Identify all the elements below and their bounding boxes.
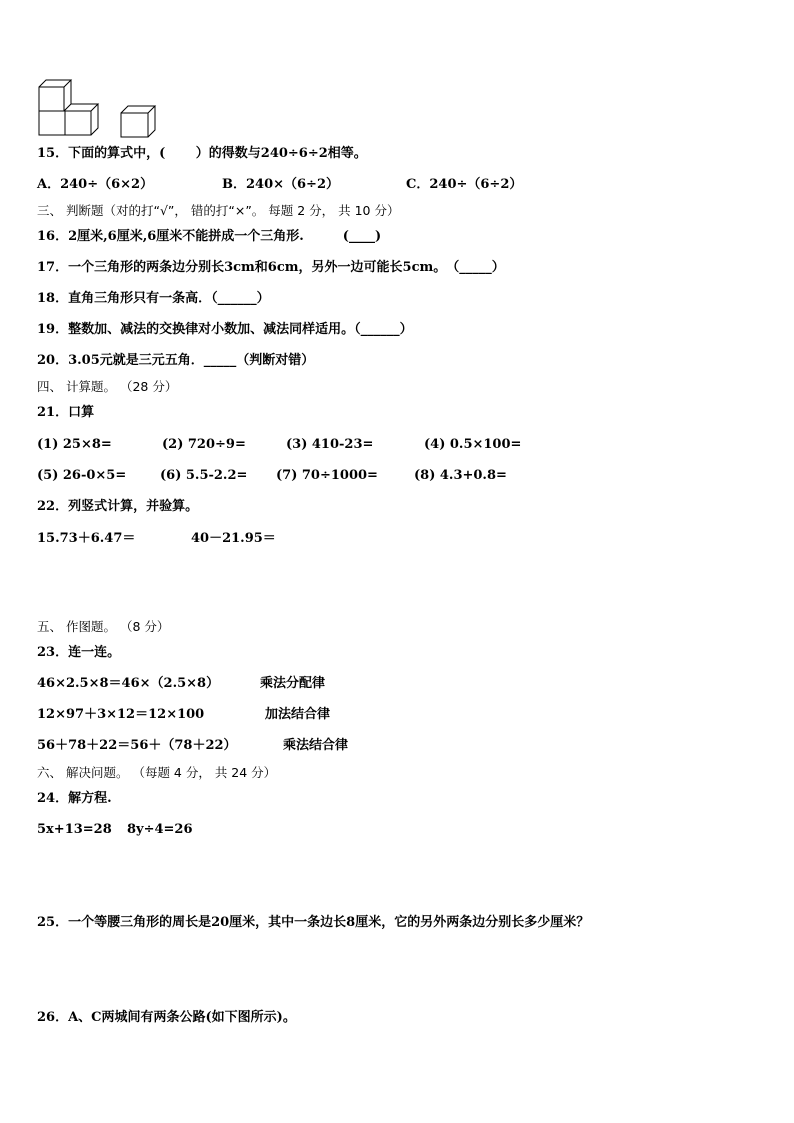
calc-item: (5) 26-0×5=: [37, 468, 127, 483]
section-4-title: 四、 计算题。 （28 分）: [37, 379, 178, 394]
section-3-title: 三、 判断题（对的打“√”， 错的打“×”。 每题 2 分， 共 10 分）: [37, 203, 400, 218]
calc-item: (1) 25×8=: [37, 437, 112, 452]
equation-item: 5x+13=28: [37, 822, 112, 837]
question-21-title: 21．口算: [37, 405, 95, 420]
question-24-title: 24．解方程.: [37, 791, 112, 806]
question-20: 20．3.05元就是三元五角．_____（判断对错）: [37, 353, 315, 368]
cube-figures: [38, 76, 158, 138]
equation-item: 8y÷4=26: [127, 822, 193, 837]
question-15-stem: 15．下面的算式中，( ）的得数与240÷6÷2相等。: [37, 146, 367, 161]
question-18: 18．直角三角形只有一条高．（______）: [37, 291, 270, 306]
question-16: 16．2厘米,6厘米,6厘米不能拼成一个三角形. (____): [37, 229, 382, 244]
match-left-item: 56＋78＋22＝56＋（78＋22）: [37, 738, 237, 753]
question-25: 25．一个等腰三角形的周长是20厘米，其中一条边长8厘米，它的另外两条边分别长多少厘米？: [37, 915, 590, 930]
match-right-item: 加法结合律: [265, 707, 331, 722]
section-6-title: 六、 解决问题。 （每题 4 分， 共 24 分）: [37, 765, 277, 780]
vertical-calc-item: 40－21.95＝: [191, 531, 276, 546]
vertical-calc-item: 15.73＋6.47＝: [37, 531, 136, 546]
match-right-item: 乘法结合律: [283, 738, 349, 753]
calc-item: (8) 4.3+0.8=: [414, 468, 507, 483]
match-right-item: 乘法分配律: [260, 676, 326, 691]
calc-item: (3) 410-23=: [286, 437, 374, 452]
match-left-item: 46×2.5×8＝46×（2.5×8）: [37, 676, 220, 691]
q15-option-b: B．240×（6÷2）: [222, 177, 340, 192]
question-22-title: 22．列竖式计算，并验算。: [37, 499, 199, 514]
calc-item: (4) 0.5×100=: [424, 437, 522, 452]
question-26: 26．A、C两城间有两条公路(如下图所示)。: [37, 1010, 296, 1025]
question-19: 19．整数加、减法的交换律对小数加、减法同样适用。（______）: [37, 322, 413, 337]
calc-item: (6) 5.5-2.2=: [160, 468, 248, 483]
question-23-title: 23．连一连。: [37, 645, 121, 660]
q15-option-c: C．240÷（6÷2）: [406, 177, 523, 192]
calc-item: (2) 720÷9=: [162, 437, 246, 452]
q15-option-a: A．240÷（6×2）: [37, 177, 154, 192]
calc-item: (7) 70÷1000=: [276, 468, 378, 483]
section-5-title: 五、 作图题。 （8 分）: [37, 619, 170, 634]
question-17: 17．一个三角形的两条边分别长3cm和6cm，另外一边可能长5cm。 （_____）: [37, 260, 505, 275]
match-left-item: 12×97＋3×12＝12×100: [37, 707, 205, 722]
